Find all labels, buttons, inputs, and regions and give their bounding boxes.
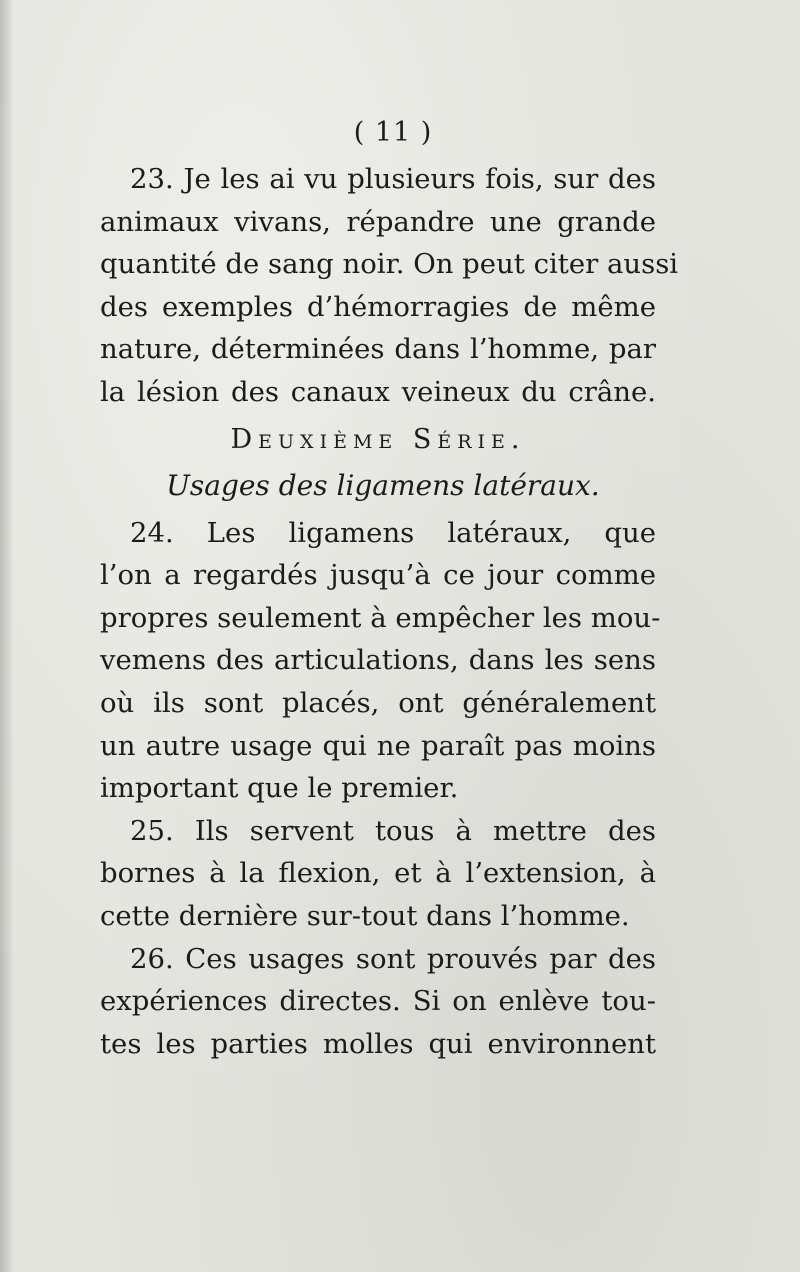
section-heading: Deuxième Série. xyxy=(230,423,526,455)
text-line: des exemples d’hémorragies de même xyxy=(100,290,656,323)
text-line: un autre usage qui ne paraît pas moins xyxy=(100,729,656,762)
text-line: quantité de sang noir. On peut citer aussi xyxy=(100,248,679,281)
text-line: bornes à la flexion, et à l’extension, à xyxy=(100,857,656,890)
text-line: la lésion des canaux veineux du crâne. xyxy=(100,375,656,408)
text-line: 25. Ils servent tous à mettre des xyxy=(130,814,656,847)
paragraph-25 xyxy=(100,810,656,938)
text-line: nature, déterminées dans l’homme, par xyxy=(100,333,656,366)
paragraph-26 xyxy=(100,938,656,1066)
paragraph-23 xyxy=(100,158,679,414)
text-line: tes les parties molles qui environnent xyxy=(100,1027,656,1060)
text-line: animaux vivans, répandre une grande xyxy=(100,205,656,238)
text-line: vemens des articulations, dans les sens xyxy=(100,644,656,677)
page-gutter-shadow xyxy=(0,0,14,1272)
text-line: cette dernière sur-tout dans l’homme. xyxy=(100,899,630,932)
text-line: où ils sont placés, ont généralement xyxy=(100,686,656,719)
text-line: 23. Je les ai vu plusieurs fois, sur des xyxy=(130,163,656,195)
text-line: propres seulement à empêcher les mou- xyxy=(100,601,661,634)
text-line: expériences directes. Si on enlève tou- xyxy=(100,985,656,1018)
page-text xyxy=(100,108,679,1065)
text-line: important que le premier. xyxy=(100,772,459,805)
text-line: 26. Ces usages sont prouvés par des xyxy=(130,942,656,975)
text-line: 24. Les ligamens latéraux, que xyxy=(130,516,656,549)
paragraph-24 xyxy=(100,512,661,810)
page-number: ( 11 ) xyxy=(353,117,433,148)
text-line: l’on a regardés jusqu’à ce jour comme xyxy=(100,559,656,592)
section-subheading: Usages des ligamens latéraux. xyxy=(166,468,600,502)
